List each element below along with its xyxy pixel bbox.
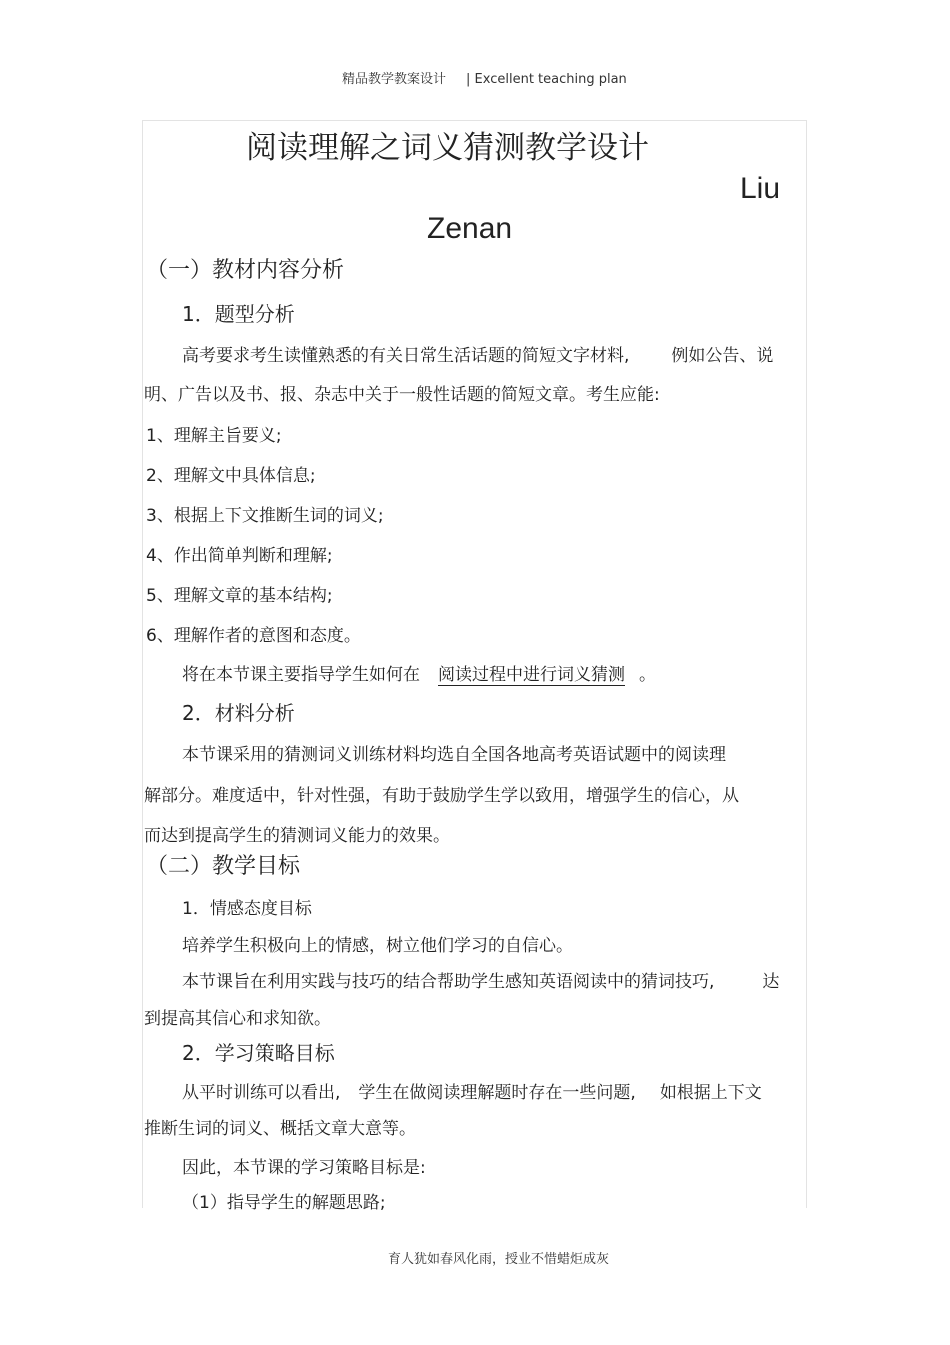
focus-line: [182, 660, 656, 685]
section-1-sub-2-heading: 2．材料分析: [182, 701, 295, 725]
list-item: 5、理解文章的基本结构;: [146, 586, 333, 606]
paragraph-text: 学生在做阅读理解题时存在一些问题,: [358, 1083, 636, 1103]
paragraph-line: [182, 967, 779, 992]
paragraph-text: 达: [762, 972, 780, 992]
list-item: 2、理解文中具体信息;: [146, 466, 316, 486]
page-header: [342, 68, 627, 87]
list-item: 4、作出简单判断和理解;: [146, 546, 333, 566]
paragraph-line: 培养学生积极向上的情感，树立他们学习的自信心。: [182, 936, 573, 956]
header-left-text: 精品教学教案设计: [342, 72, 447, 87]
paragraph-line: [182, 341, 773, 366]
paragraph-text: 从平时训练可以看出,: [182, 1083, 341, 1103]
list-item: 3、根据上下文推断生词的词义;: [146, 506, 384, 526]
section-2-sub-2-heading: 2．学习策略目标: [182, 1041, 335, 1065]
paragraph-line: 推断生词的词义、概括文章大意等。: [144, 1119, 416, 1139]
paragraph-text: 例如公告、说: [671, 346, 774, 366]
paragraph-text: 本节课旨在利用实践与技巧的结合帮助学生感知英语阅读中的猜词技巧,: [182, 972, 715, 992]
focus-end-mark: 。: [639, 665, 656, 685]
paragraph-line: [182, 1078, 762, 1103]
frame-left-line: [142, 120, 143, 1208]
page-footer: 育人犹如春风化雨，授业不惜蜡炬成灰: [388, 1252, 610, 1267]
paragraph-line: 本节课采用的猜测词义训练材料均选自全国各地高考英语试题中的阅读理: [182, 745, 726, 765]
paragraph-text: 如根据上下文: [659, 1083, 762, 1103]
focus-text: 将在本节课主要指导学生如何在: [182, 665, 420, 685]
paragraph-line: 明、广告以及书、报、杂志中关于一般性话题的简短文章。考生应能:: [144, 385, 660, 405]
paragraph-text: 高考要求考生读懂熟悉的有关日常生活话题的简短文字材料,: [182, 346, 630, 366]
section-2-heading: （二）教学目标: [146, 854, 301, 879]
paragraph-line: 到提高其信心和求知欲。: [144, 1009, 331, 1029]
author-line-2: Zenan: [427, 212, 513, 245]
section-2-sub-1-heading: 1．情感态度目标: [182, 899, 312, 919]
paragraph-line: 而达到提高学生的猜测词义能力的效果。: [144, 826, 450, 846]
paragraph-line: 解部分。难度适中，针对性强，有助于鼓励学生学以致用，增强学生的信心，从: [144, 786, 739, 806]
list-item: 1、理解主旨要义;: [146, 426, 282, 446]
list-item: 6、理解作者的意图和态度。: [146, 626, 361, 646]
section-1-heading: （一）教材内容分析: [146, 258, 345, 283]
author-line-1: Liu: [740, 172, 781, 205]
list-item: （1）指导学生的解题思路;: [182, 1193, 386, 1213]
paragraph-line: 因此，本节课的学习策略目标是:: [182, 1158, 426, 1178]
document-title: 阅读理解之词义猜测教学设计: [246, 130, 649, 166]
header-right-text: | Excellent teaching plan: [466, 72, 627, 87]
focus-underlined-text: 阅读过程中进行词义猜测: [438, 665, 625, 685]
frame-top-line: [142, 120, 806, 121]
frame-right-line: [806, 120, 807, 1208]
section-1-sub-1-heading: 1．题型分析: [182, 302, 295, 326]
